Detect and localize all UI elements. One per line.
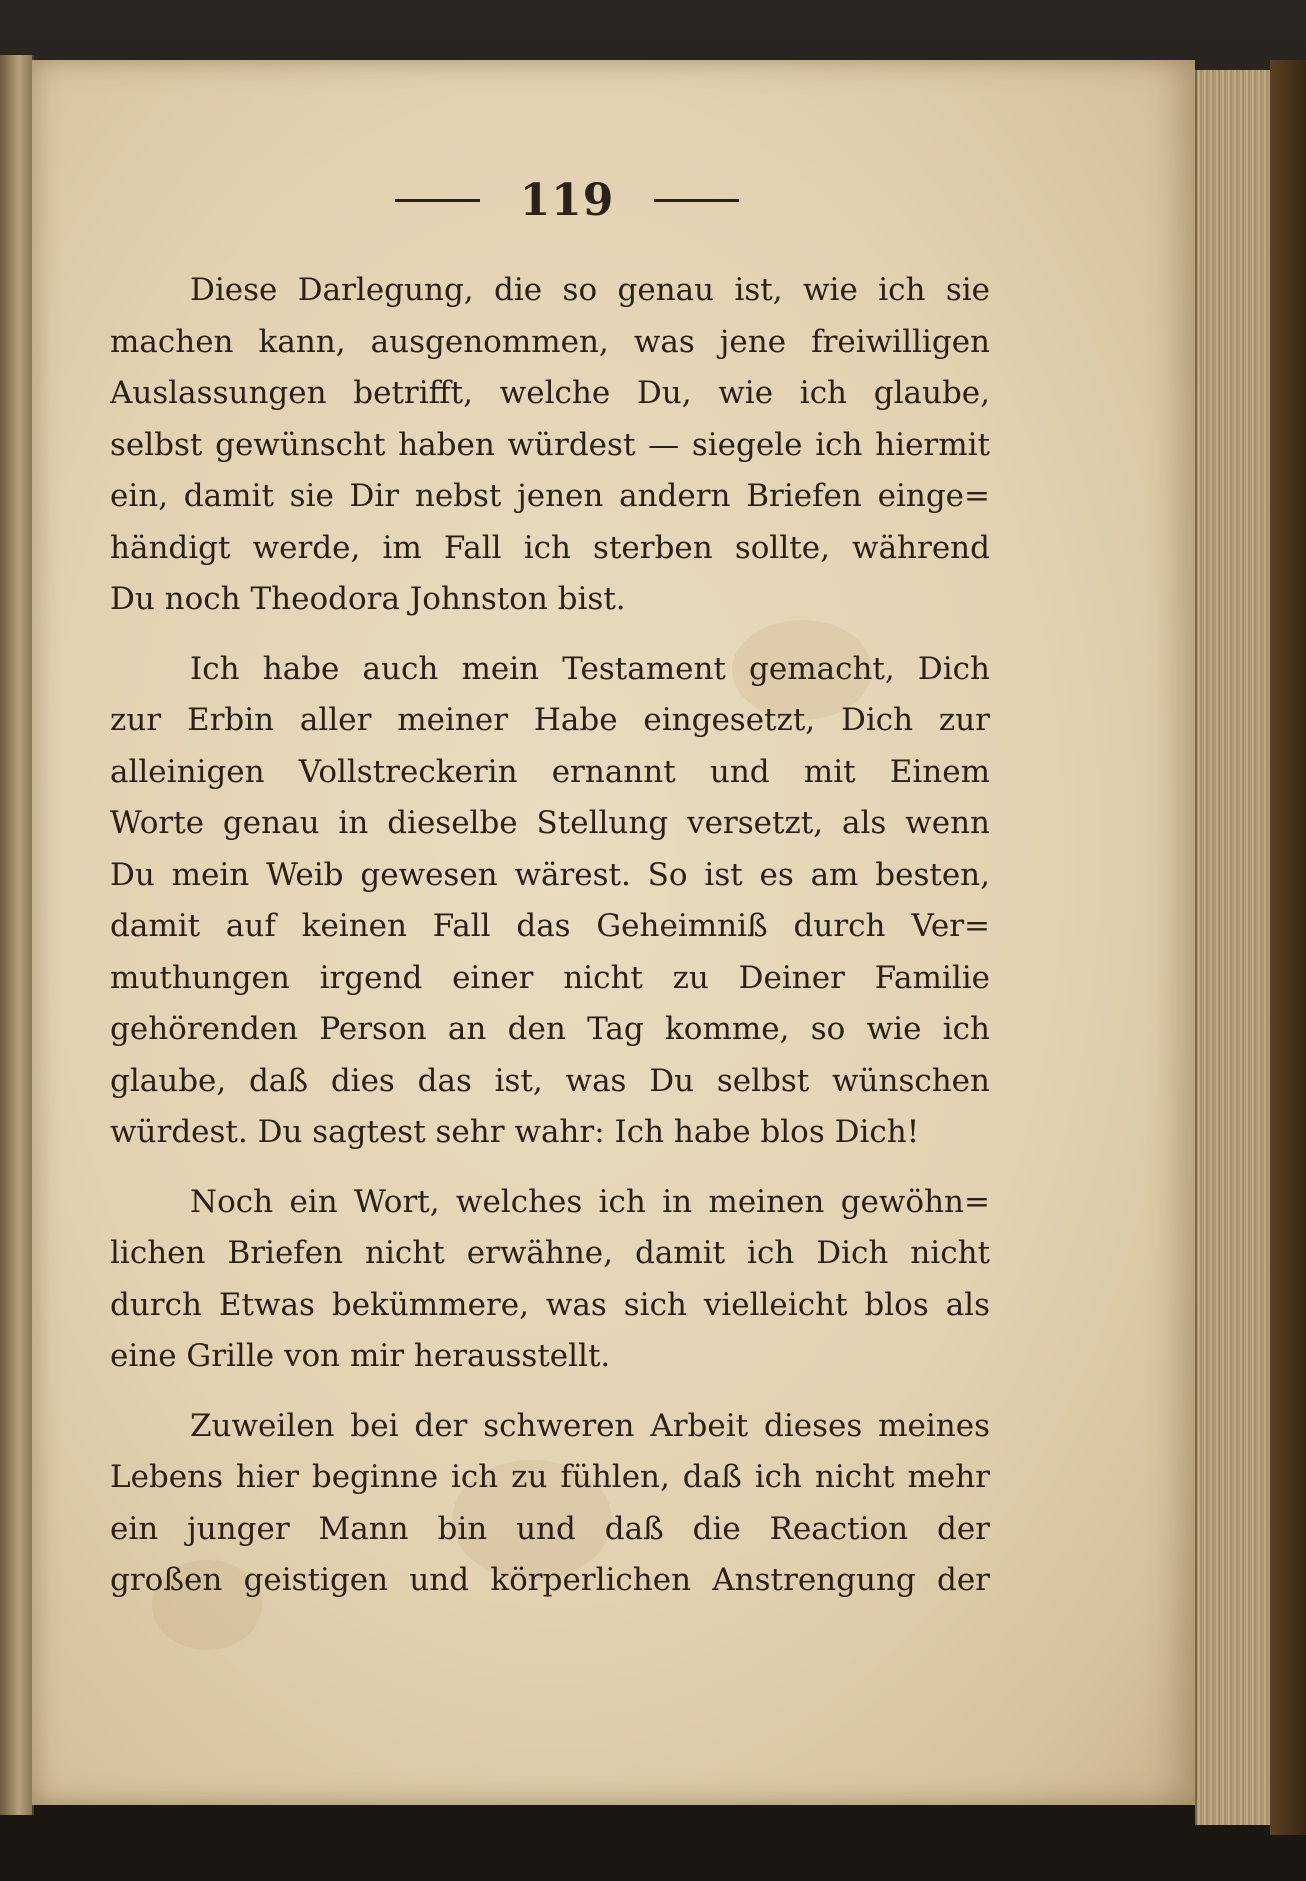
text-line: Lebens hier beginne ich zu fühlen, daß ich nicht mehr (110, 1459, 990, 1495)
page-header (32, 170, 1102, 230)
facing-page-edge (0, 55, 34, 1815)
paragraph (110, 265, 990, 626)
text-line: Du noch Theodora Johnston bist. (110, 581, 626, 617)
paragraph (110, 1401, 990, 1607)
header-rule-left (395, 199, 480, 202)
book-cover-edge (1270, 60, 1306, 1835)
text-line: glaube, daß dies das ist, was Du selbst wünschen (110, 1062, 990, 1099)
text-line: Auslassungen betrifft, welche Du, wie ich glaube, (110, 375, 990, 411)
text-line: Worte genau in dieselbe Stellung versetzt, als wenn (110, 805, 990, 841)
text-line: damit auf keinen Fall das Geheimniß durch Ver= (110, 908, 990, 944)
text-line: machen kann, ausgenommen, was jene freiwilligen (110, 323, 990, 360)
page-number: 119 (519, 174, 615, 226)
text-line: Diese Darlegung, die so genau ist, wie ich sie (190, 272, 990, 308)
text-line: Noch ein Wort, welches ich in meinen gewöhn= (190, 1183, 990, 1220)
text-line: händigt werde, im Fall ich sterben sollte, während (110, 529, 990, 566)
paragraph (110, 1177, 990, 1383)
book-page (32, 60, 1195, 1805)
text-line: würdest. Du sagtest sehr wahr: Ich habe blos Dich! (110, 1114, 920, 1150)
paragraph (110, 644, 990, 1159)
text-line: selbst gewünscht haben würdest — siegele ich hiermit (110, 426, 990, 463)
text-line: muthungen irgend einer nicht zu Deiner Familie (110, 959, 990, 996)
text-line: alleinigen Vollstreckerin ernannt und mit Einem (110, 753, 990, 790)
body-text (110, 265, 990, 1607)
text-line: Zuweilen bei der schweren Arbeit dieses meines (190, 1407, 990, 1444)
text-line: Ich habe auch mein Testament gemacht, Dich (190, 650, 990, 687)
text-line: durch Etwas bekümmere, was sich vielleicht blos als (110, 1286, 990, 1323)
text-line: Du mein Weib gewesen wärest. So ist es am besten, (110, 856, 990, 893)
text-line: lichen Briefen nicht erwähne, damit ich Dich nicht (110, 1235, 990, 1271)
text-line: gehörenden Person an den Tag komme, so wie ich (110, 1011, 990, 1047)
text-line: ein, damit sie Dir nebst jenen andern Briefen einge= (110, 478, 990, 514)
text-line: großen geistigen und körperlichen Anstrengung der (110, 1562, 990, 1598)
text-line: eine Grille von mir herausstellt. (110, 1338, 611, 1374)
page-block-edge (1195, 70, 1272, 1825)
header-rule-right (654, 199, 739, 202)
text-line: ein junger Mann bin und daß die Reaction der (110, 1510, 990, 1547)
text-line: zur Erbin aller meiner Habe eingesetzt, Dich zur (110, 702, 990, 738)
